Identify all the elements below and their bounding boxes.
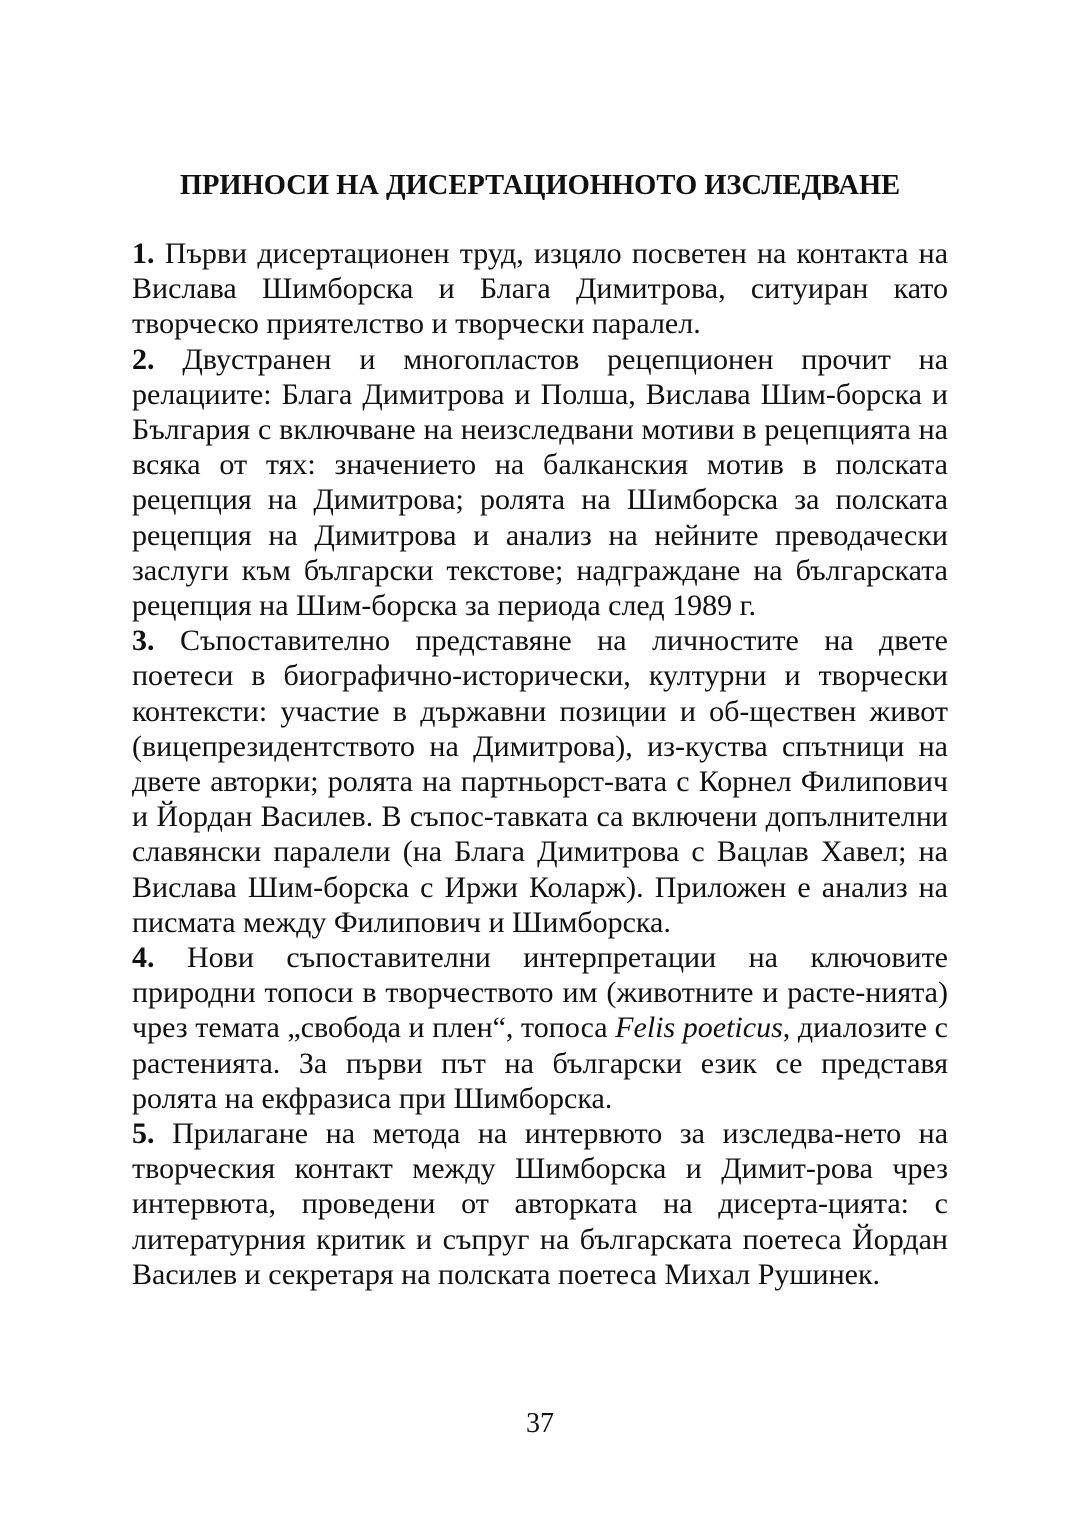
list-item — [132, 623, 948, 940]
item-number: 3. — [132, 624, 155, 658]
item-number: 1. — [132, 237, 155, 270]
list-item — [132, 236, 948, 342]
page-title: ПРИНОСИ НА ДИСЕРТАЦИОННОТО ИЗСЛЕДВАНЕ — [179, 170, 901, 201]
list-item — [132, 342, 948, 624]
page-number: 37 — [526, 1408, 554, 1439]
item-text-italic: Felis poeticus — [615, 1011, 783, 1045]
item-text: Прилагане на метода на интервюто за изследва-нето на творческия контакт между Шимборска и Димит-рова чрез интервюта, проведени от авторката на дисерта-цията: с литературния критик и съпруг на българската поетеса Йордан Василев и секретаря на полската поетеса Михал Рушинек. — [132, 1117, 949, 1291]
item-number: 4. — [132, 941, 155, 975]
list-item — [132, 1116, 948, 1292]
item-text: Първи дисертационен труд, изцяло посветен на контакта на Вислава Шимборска и Блага Димитрова, ситуиран като творческо приятелство и творчески паралел. — [132, 237, 949, 341]
list-item — [132, 940, 948, 1116]
item-text: , диалозите с растенията. За първи път на български език се представя ролята на екфразиса при Шимборска. — [132, 1011, 948, 1115]
item-number: 2. — [132, 342, 155, 376]
item-text: Съпоставително представяне на личностите на двете поетеси в биографично-исторически, културни и творчески контексти: участие в държавни позиции и об-ществен живот (вицепрезидентството на Димитрова), из-куства спътници на двете авторки; ролята на партньорст-вата с Корнел Филипович и Йордан Василев. В съпос-тавката са включени допълнителни славянски паралели (на Блага Димитрова с Вацлав Хавел; на Вислава Шим-борска с Иржи Коларж). Приложен е анализ на писмата между Филипович и Шимборска. — [132, 624, 949, 939]
item-number: 5. — [132, 1117, 155, 1151]
contributions-list — [132, 236, 948, 1292]
item-text: Двустранен и многопластов рецепционен прочит на релациите: Блага Димитрова и Полша, Вислава Шим-борска и България с включване на неизследвани мотиви в рецепцията на всяка от тях: значението на балканския мотив в полската рецепция на Димитрова; ролята на Шимборска за полската рецепция на Димитрова и анализ на нейните преводачески заслуги към български текстове; надграждане на българската рецепция на Шим-борска за периода след 1989 г. — [132, 342, 949, 623]
item-text: Нови съпоставителни интерпретации на ключовите природни топоси в творчеството им (животните и расте-нията) чрез темата „свобода и плен“, топоса — [132, 941, 948, 1045]
